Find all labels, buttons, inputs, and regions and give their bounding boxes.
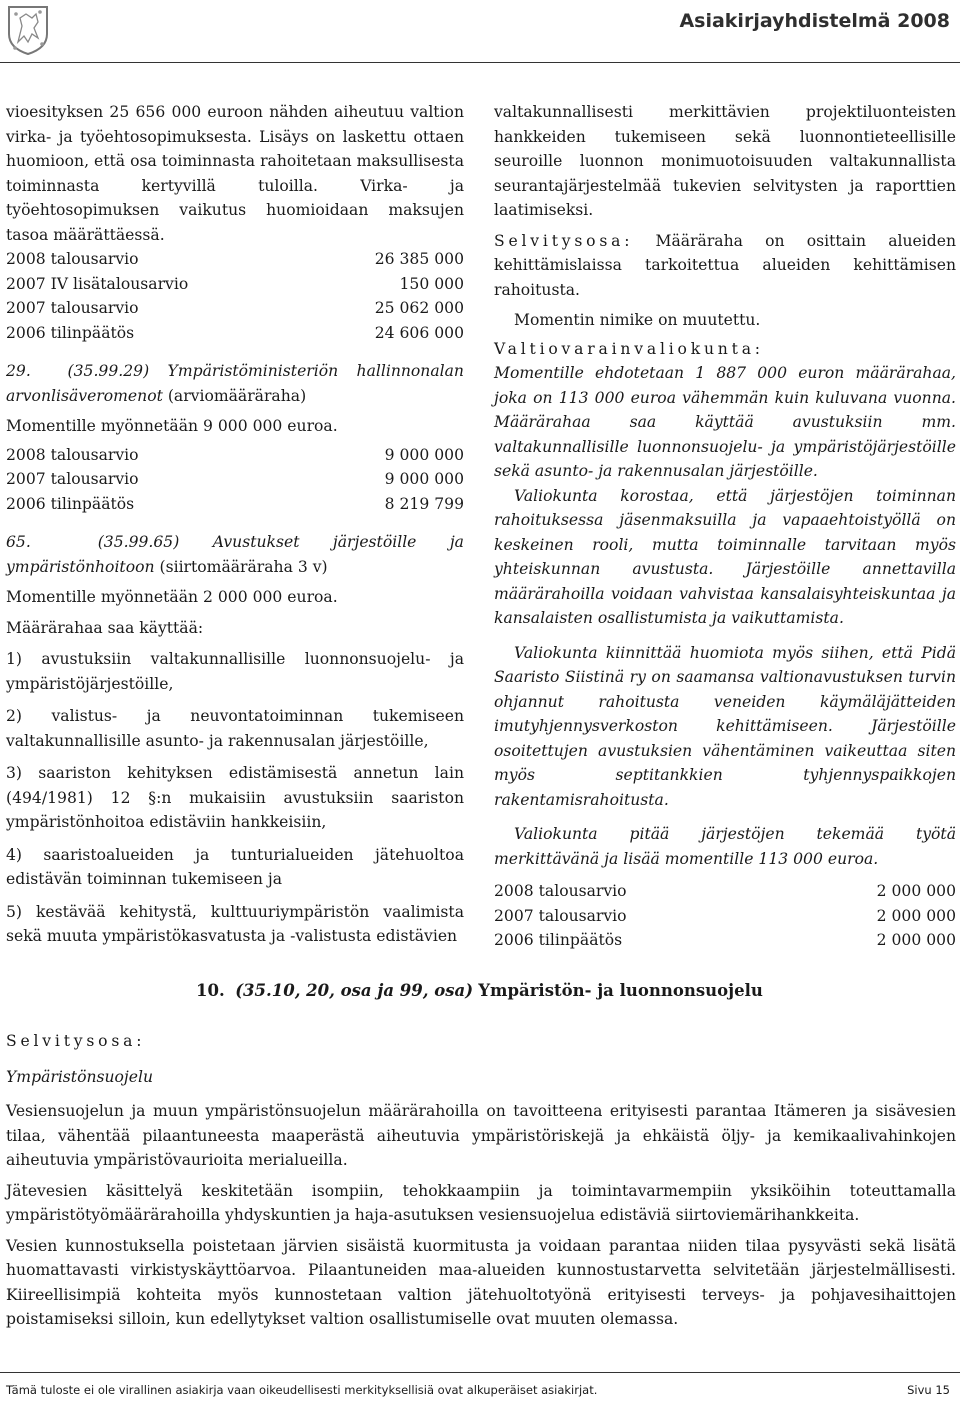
table-row: 2006 tilinpäätös 2 000 000 (494, 931, 956, 949)
selvitysosa-paragraph: Selvitysosa: Määräraha on osittain alueiden kehittämislaissa tarkoitettua alueiden kehittämisen rahoitusta. (494, 231, 956, 299)
table-row: 2006 tilinpäätös 24 606 000 (6, 323, 464, 342)
list-item: 5) kestävää kehitystä, kulttuuriympäristön vaalimista sekä muuta ympäristökasvatusta ja -valistusta edistävien (6, 902, 464, 945)
section-10-heading: 10. (35.10, 20, osa ja 99, osa) Ympäristön- ja luonnonsuojelu (196, 981, 763, 1000)
budget-table-2 (6, 443, 464, 517)
paragraph-65: Momentille myönnetään 2 000 000 euroa. (6, 588, 338, 606)
list-item: 2) valistus- ja neuvontatoiminnan tukemiseen valtakunnallisille asunto- ja rakennusalan järjestöille, (6, 707, 464, 750)
right-column (494, 100, 956, 953)
bottom-paragraph-3: Vesien kunnostuksella poistetaan järvien sisäistä kuormitusta ja voidaan parantaa niiden tilaa pysyvästi sekä lisätä huomattavasti virkistyskäyttöarvoa. Pilaantuneiden maa-alueiden kunnostustarvetta selvitetään järjestelmällisesti. Kiireellisimpiä kohteita myös kunnostetaan valtion jätehuoltotyönä erityisesti terveys- ja pohjavesihaittojen poistamiseksi silloin, kun edellytykset valtion osallistumiselle ovat muuten olemassa. (6, 1236, 956, 1328)
footer-rule (0, 1372, 960, 1373)
selvitysosa-label: Selvitysosa: (494, 231, 634, 250)
committee-paragraph-2: Valiokunta korostaa, että järjestöjen toiminnan rahoituksessa jäsenmaksuilla ja vapaaehtoistyöllä on keskeinen rooli, mutta toiminnalle tarvitaan myös yhteiskunnan avustusta. Järjestöille annettavilla määrärahoilla voidaan vahvistaa kansalaisyhteiskuntaa ja kansalaisten osallistumista ja vaikuttamista. (494, 486, 956, 627)
bottom-paragraph-2: Jätevesien käsittelyä keskitetään isompiin, tehokkaampiin ja toimintavarmempiin yksiköihin toteuttamalla ympäristötyömäärärahoilla yhdyskuntien ja haja-asutuksen vesiensuojelua edistäviä siirtoviemärihankkeita. (6, 1181, 956, 1224)
table-row: 2007 talousarvio 25 062 000 (6, 299, 464, 317)
table-row: 2006 tilinpäätös 8 219 799 (6, 494, 464, 513)
right-paragraph-1: valtakunnallisesti merkittävien projektiluonteisten hankkeiden tukemiseen sekä luonnontieteellisille seuroille luonnon monimuotoisuuden valtakunnallista seurantajärjestelmää tukevien selvitysten ja raporttien laatimiseksi. (494, 103, 956, 219)
paragraph-29: Momentille myönnetään 9 000 000 euroa. (6, 417, 338, 435)
heading-29: 29. (35.99.29) Ympäristöministeriön hallinnonalan arvonlisäveromenot (arviomääräraha) (6, 362, 464, 405)
list-item: 3) saariston kehityksen edistämisestä annetun lain (494/1981) 12 §:n mukaisiin avustuksiin saariston ympäristönhoitoa edistäviin hankkeisiin, (6, 764, 464, 831)
bottom-paragraph-1: Vesiensuojelun ja muun ympäristönsuojelun määrärahoilla on tavoitteena erityisesti parantaa Itämeren ja sisävesien tilaa, vähentää pilaantuneesta maaperästä aiheutuvia ympäristöriskejä ja ehkäistä öljy- ja kemikaalivahinkojen aiheutuvia ympäristövaurioita merialueilla. (6, 1102, 956, 1169)
intro-paragraph: vioesityksen 25 656 000 euroon nähden aiheutuu valtion virka- ja työehtosopimuksesta. Lisäys on laskettu ottaen huomioon, että osa toiminnasta rahoitetaan maksullisesta toiminnasta kertyvillä tuloilla. Virka- ja työehtosopimuksen vaikutus huomioidaan maksujen tasoa määrättäessä. (6, 103, 464, 244)
budget-table-3 (494, 879, 956, 953)
committee-paragraph-4: Valiokunta pitää järjestöjen tekemää työtä merkittävänä ja lisää momentille 113 000 euroa. (494, 825, 956, 868)
coat-of-arms-logo (6, 4, 50, 56)
header-rule (0, 62, 960, 63)
nimike-paragraph: Momentin nimike on muutettu. (514, 311, 761, 329)
list-item: 1) avustuksiin valtakunnallisille luonnonsuojelu- ja ympäristöjärjestöille, (6, 650, 464, 693)
table-row: 2007 talousarvio 2 000 000 (494, 906, 956, 925)
table-row: 2007 talousarvio 9 000 000 (6, 470, 464, 488)
paragraph-65b: Määrärahaa saa käyttää: (6, 618, 204, 637)
committee-paragraph-1: Momentille ehdotetaan 1 887 000 euron määrärahaa, joka on 113 000 euroa vähemmän kuin kuluvana vuonna. Määrärahaa saa käyttää avustuksiin mm. valtakunnallisille luonnonsuojelu- ja ympäristöjärjestöille sekä asunto- ja rakennusalan järjestöille. (494, 364, 956, 480)
side-selvitysosa-label: Selvitysosa: (6, 1032, 146, 1050)
footer-note: Tämä tuloste ei ole virallinen asiakirja vaan oikeudellisesti merkityksellisiä ovat alkuperäiset asiakirjat. (6, 1383, 598, 1397)
table-row: 2008 talousarvio 2 000 000 (494, 882, 956, 900)
left-column (6, 100, 464, 949)
table-row: 2008 talousarvio 26 385 000 (6, 250, 464, 268)
list-item: 4) saaristoalueiden ja tunturialueiden jätehuoltoa edistävän toiminnan tukemiseen ja (6, 845, 464, 888)
document-title: Asiakirjayhdistelmä 2008 (679, 10, 950, 32)
table-row: 2008 talousarvio 9 000 000 (6, 445, 464, 464)
table-row: 2007 IV lisätalousarvio 150 000 (6, 274, 464, 293)
heading-65: 65. (35.99.65) Avustukset järjestöille ja ympäristönhoitoon (siirtomääräraha 3 v) (6, 533, 464, 576)
page-number: Sivu 15 (907, 1383, 950, 1397)
committee-paragraph-3: Valiokunta kiinnittää huomiota myös siihen, että Pidä Saaristo Siistinä ry on saamansa valtionavustuksen turvin ohjannut rahoitusta veneiden käymäläjätteiden imutyhjennysverkoston kehittämiseen. Järjestöille osoitettujen avustuksien vähentäminen vaikeuttaa siten myös septitankkien tyhjennyspaikkojen rakentamisrahoitusta. (494, 643, 956, 809)
valtiovarainvaliokunta-label: Valtiovarainvaliokunta: (494, 339, 764, 358)
budget-table-1 (6, 247, 464, 345)
bottom-text (6, 1099, 956, 1332)
side-subheading: Ympäristönsuojelu (6, 1068, 154, 1086)
